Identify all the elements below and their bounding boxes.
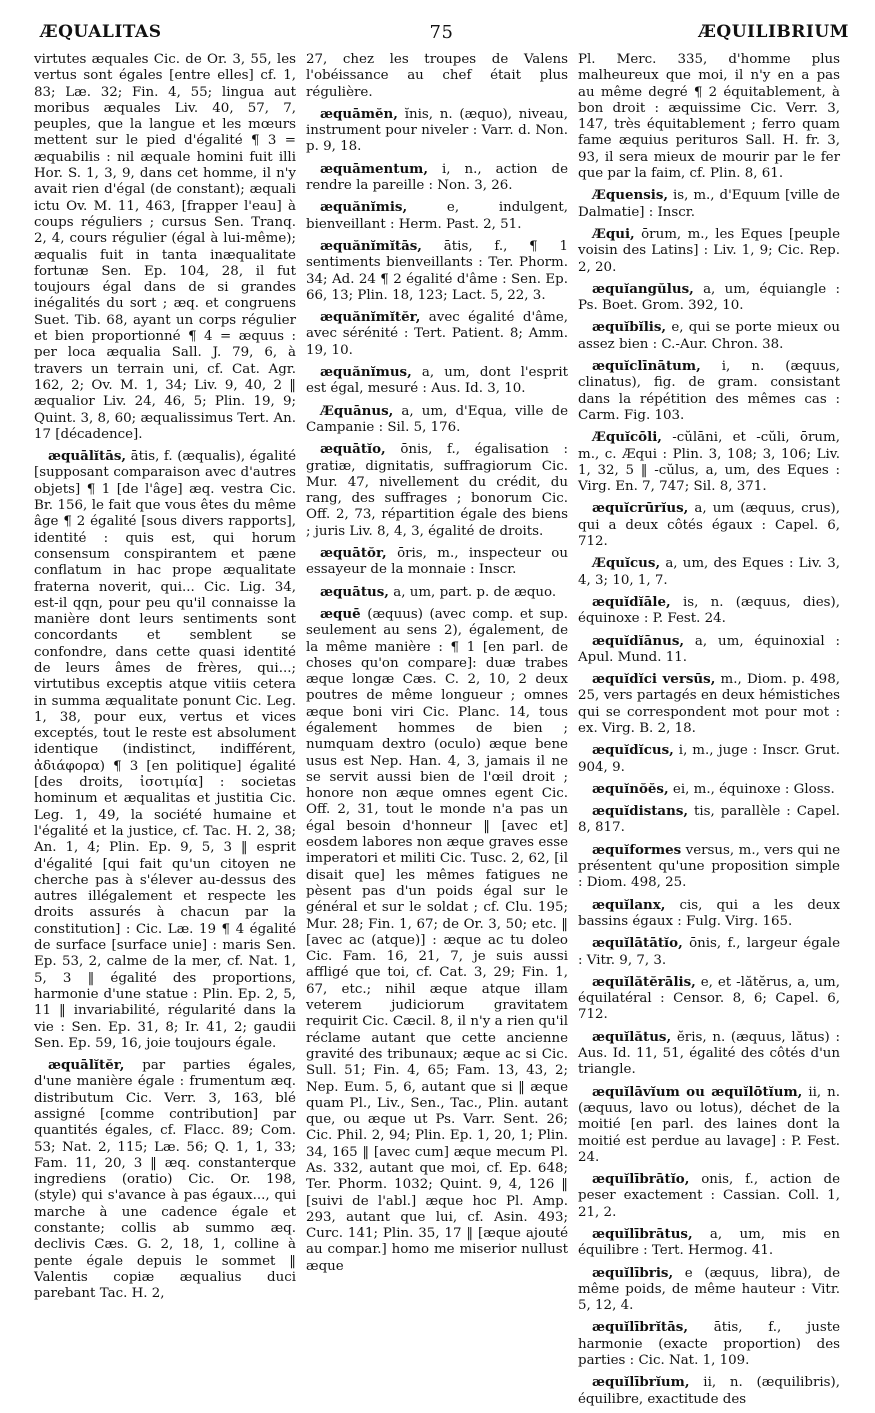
dictionary-entry — [306, 106, 568, 156]
entry-headword: Æquensis, — [592, 187, 669, 204]
entry-definition: i, n. (æquus, clinatus), fig. de gram. consistant dans la répétition des mêmes cas : Carm. Fig. 103. — [578, 359, 840, 423]
entry-headword: æquĭdĭānus, — [592, 632, 685, 649]
dictionary-entry — [306, 545, 568, 579]
column-3 — [578, 52, 840, 1413]
dictionary-entry — [578, 671, 840, 737]
entry-definition: a, um, dont l'esprit est égal, mesuré : Aus. Id. 3, 10. — [306, 365, 568, 397]
entry-definition: Pl. Merc. 335, d'homme plus malheureux que moi, il n'y en a pas au même degré ¶ 2 équitablement, à bon droit : æquissime Cic. Verr. 3, 147, très équitablement ; ferro quam fame æquius perituros Sall. H. fr. 3, 93, il sera mieux de mourir par le fer que par la faim, cf. Plin. 8, 61. — [578, 52, 840, 182]
entry-definition: ei, m., équinoxe : Gloss. — [672, 781, 835, 797]
dictionary-entry — [306, 584, 568, 601]
entry-headword: æquănĭmĭtĕr, — [320, 309, 421, 326]
dictionary-entry — [578, 842, 840, 892]
entry-definition: onis, f., action de peser exactement : Cassian. Coll. 1, 21, 2. — [578, 1172, 840, 1220]
entry-definition: virtutes æquales Cic. de Or. 3, 55, les vertus sont égales [entre elles] cf. 1, 83; Læ. 32; Fin. 4, 55; lingua aut moribus æquales Liv. 40, 57, 7, peuples, que la langue et les mœurs mettent sur le pied d'égalité ¶ 3 = æquabilis : nil æquale homini fuit illi Hor. S. 1, 3, 9, dans cet homme, il n'y avait rien d'égal (de constant); æquali ictu Ov. M. 11, 463, [frapper l'eau] à coups réguliers ; cursus Sen. Tranq. 2, 4, cours régulier (égal à lui-même); æqualis fuit in tanta inæqualitate fortunæ Sen. Ep. 104, 28, il fut toujours égal dans de si grandes inégalités du sort ; æq. et congruens Suet. Tib. 68, ayant un corps régulier et bien proportionné ¶ 4 = æquus : per loca æqualia Sall. J. 79, 6, à travers un terrain uni, cf. Cat. Agr. 162, 2; Ov. M. 1, 34; Liv. 9, 40, 2 ‖ æqualior Liv. 24, 46, 5; Plin. 19, 9; Quint. 3, 8, 60; æqualissimus Tert. An. 17 [décadence]. — [34, 52, 296, 442]
entry-definition: a, um, équinoxial : Apul. Mund. 11. — [578, 633, 840, 665]
entry-definition: ōnis, f., égalisation : gratiæ, dignitatis, suffragiorum Cic. Mur. 47, nivellement du crédit, du rang, des suffrages ; bonorum Cic. Off. 2, 73, répartition égale des biens ; juris Liv. 8, 4, 3, égalité de droits. — [306, 442, 568, 539]
dictionary-entry — [578, 429, 840, 495]
entry-headword: æquĭdĭcus, — [592, 742, 674, 759]
dictionary-entry — [306, 238, 568, 304]
entry-headword: æquănĭmus, — [320, 364, 412, 381]
entry-definition: a, um (æquus, crus), qui a deux côtés égaux : Capel. 6, 712. — [578, 501, 840, 550]
entry-definition: e, qui se porte mieux ou assez bien : C.-Aur. Chron. 38. — [578, 320, 840, 352]
header-left-guideword: ÆQUALITAS — [40, 22, 162, 42]
dictionary-entry — [34, 52, 296, 443]
entry-definition: a, um, part. p. de æquo. — [393, 584, 557, 600]
entry-headword: æquĭlībris, — [592, 1264, 674, 1281]
entry-headword: Æquānus, — [320, 402, 394, 419]
entry-headword: æquĭdistans, — [592, 803, 689, 820]
page-number: 75 — [429, 22, 454, 43]
entry-headword: Æquĭcus, — [592, 555, 661, 572]
column-1 — [34, 52, 296, 1413]
entry-headword: Æquĭcōli, — [592, 429, 662, 446]
entry-definition: ōrum, m., les Eques [peuple voisin des Latins] : Liv. 1, 9; Cic. Rep. 2, 20. — [578, 226, 840, 275]
dictionary-entry — [578, 897, 840, 931]
entry-definition: a, um, équiangle : Ps. Boet. Grom. 392, 10. — [578, 281, 840, 314]
entry-headword: æquĭlāvĭum ou æquĭlōtĭum, — [592, 1083, 803, 1100]
dictionary-entry — [578, 555, 840, 589]
entry-definition: e, et -lătĕrus, a, um, équilatéral : Censor. 8, 6; Capel. 6, 712. — [578, 974, 840, 1023]
dictionary-entry — [306, 441, 568, 540]
dictionary-entry — [578, 1265, 840, 1315]
dictionary-entry — [306, 606, 568, 1275]
dictionary-entry — [578, 1226, 840, 1260]
entry-definition: ātis, f., juste harmonie (exacte proportion) des parties : Cic. Nat. 1, 109. — [578, 1320, 840, 1369]
entry-headword: æquālĭtās, — [48, 448, 127, 465]
entry-definition: cis, qui a les deux bassins égaux : Fulg. Virg. 165. — [578, 897, 840, 929]
entry-headword: æquĭlībrĭum, — [592, 1374, 690, 1391]
entry-definition: i, m., juge : Inscr. Grut. 904, 9. — [578, 743, 840, 775]
entry-headword: æquāmentum, — [320, 160, 429, 177]
dictionary-entry — [578, 319, 840, 353]
entry-definition: ii, n. (æquus, lavo ou lotus), déchet de la moitié [en parl. des laines dont la moitié est perdue au lavage] : P. Fest. 24. — [578, 1084, 840, 1165]
entry-headword: æquātŏr, — [320, 545, 387, 562]
entry-definition: 27, chez les troupes de Valens l'obéissance au chef était plus régulière. — [306, 52, 568, 100]
entry-definition: m., Diom. p. 498, 25, vers partagés en deux hémistiches qui se correspondent mot pour mot : ex. Virg. B. 2, 18. — [578, 672, 840, 736]
entry-headword: æquātĭo, — [320, 441, 386, 458]
entry-headword: æquănĭmis, — [320, 199, 408, 216]
entry-headword: æquĭlătus, — [592, 1028, 672, 1045]
entry-definition: versus, m., vers qui ne présentent qu'une proposition simple : Diom. 498, 25. — [578, 842, 840, 891]
page-header — [34, 16, 849, 46]
entry-headword: æquē — [320, 605, 361, 622]
entry-headword: æquĭcrūrĭus, — [592, 500, 689, 517]
entry-headword: æquĭlībrātus, — [592, 1226, 693, 1242]
dictionary-entry — [578, 935, 840, 969]
entry-definition: a, um, mis en équilibre : Tert. Hermog. 41. — [578, 1227, 840, 1259]
dictionary-entry — [578, 187, 840, 221]
dictionary-entry — [306, 403, 568, 437]
entry-definition: par parties égales, d'une manière égale : frumentum æq. distributum Cic. Verr. 3, 163, blé assigné [comme contribution] par quantités égales, cf. Flacc. 89; Com. 53; Nat. 2, 115; Læ. 56; Q. 1, 1, 33; Fam. 11, 20, 3 ‖ æq. constanterque ingrediens (oratio) Cic. Or. 198, (style) qui s'avance à pas égaux..., qui marche à une cadence égale et constante; collis ab summo æq. declivis Cæs. G. 2, 18, 1, colline à pente égale depuis le sommet ‖ Valentis copiæ æqualius duci parebant Tac. H. 2, — [34, 1058, 297, 1302]
dictionary-entry — [578, 633, 840, 667]
dictionary-entry — [306, 52, 568, 101]
entry-headword: æquĭclīnātum, — [592, 358, 701, 375]
header-right-guideword: ÆQUILIBRIUM — [698, 22, 849, 42]
entry-definition: a, um, des Eques : Liv. 3, 4, 3; 10, 1, 7. — [578, 556, 841, 588]
entry-headword: æquĭdĭci versūs, — [592, 671, 716, 688]
dictionary-entry — [578, 226, 840, 276]
entry-definition: ātis, f. (æqualis), égalité [supposant comparaison avec d'autres objets] ¶ 1 [de l'âge] æq. vestra Cic. Br. 156, le fait que vous êtes du même âge ¶ 2 égalité [sous divers rapports], identité : quis est, qui horum consensum conspirantem et pæne conflatum in hac prope æqualitate fraterna noverit, qui... Cic. Lig. 34, est-il qqn, pour peu qu'il connaisse la manière dont leurs sentiments sont concordants et semblent se confondre, dans cette quasi identité de leurs âmes de frères, qui...; virtutibus exceptis atque vitiis cetera in summa æqualitate ponunt Cic. Leg. 1, 38, pour eux, vertus et vices exceptés, tout le reste est absolument identique (indistinct, indifférent, ἀδιάφορα) ¶ 3 [en politique] égalité [des droits, ἰσοτιμία] : societas hominum et æqualitas et justitia Cic. Leg. 1, 49, la société humaine et l'égalité et la justice, cf. Tac. H. 2, 38; An. 1, 4; Plin. Ep. 9, 5, 3 ‖ esprit d'égalité [qui fait qu'un citoyen ne cherche pas à s'élever au-dessus des autres illégalement et respecte les droits assurés à chacun par la constitution] : Cic. Læ. 19 ¶ 4 égalité de surface [surface unie] : maris Sen. Ep. 53, 2, calme de la mer, cf. Nat. 1, 5, 3 ‖ égalité des proportions, harmonie d'une statue : Plin. Ep. 2, 5, 11 ‖ invariabilité, régularité dans la vie : Sen. Ep. 31, 8; Ir. 41, 2; gaudii Sen. Ep. 59, 16, joie toujours égale. — [34, 449, 296, 1051]
dictionary-entry — [306, 309, 568, 359]
entry-definition: i, n., action de rendre la pareille : Non. 3, 26. — [306, 161, 568, 194]
entry-definition: is, n. (æquus, dies), équinoxe : P. Fest. 24. — [578, 594, 840, 627]
dictionary-entry — [306, 364, 568, 398]
dictionary-entry — [306, 199, 568, 233]
entry-headword: æquĭlībrātĭo, — [592, 1171, 690, 1188]
dictionary-entry — [578, 281, 840, 315]
dictionary-entry — [578, 1029, 840, 1079]
dictionary-entry — [306, 161, 568, 195]
entry-headword: æquănĭmĭtās, — [320, 237, 422, 254]
entry-headword: æquāmĕn, — [320, 105, 398, 122]
entry-definition: is, m., d'Equum [ville de Dalmatie] : Inscr. — [578, 188, 840, 220]
entry-definition: ōnis, f., largeur égale : Vitr. 9, 7, 3. — [578, 936, 840, 968]
entry-definition: (æquus) (avec comp. et sup. seulement au sens 2), également, de la même manière : ¶ 1 [en parl. de choses qu'on compare]: duæ trabes æque longæ Cæs. C. 2, 10, 2 deux poutres de même longueur ; omnes æque boni viri Cic. Planc. 14, tous également hommes de bien ; numquam dextro (oculo) æque bene usus est Nep. Han. 4, 3, jamais il ne se servit aussi bien de l'œil droit ; honore non æque omnes egent Cic. Off. 2, 31, tout le monde n'a pas un égal besoin d'honneur ‖ [avec et] eosdem labores non æque graves esse imperatori et militi Cic. Tusc. 2, 62, [il disait que] les mêmes fatigues ne pèsent pas d'un poids égal sur le général et sur le soldat ; cf. Clu. 195; Mur. 28; Fin. 1, 67; de Or. 3, 50; etc. ‖ [avec ac (atque)] : æque ac tu doleo Cic. Fam. 16, 21, 7, je suis aussi affligé que toi, cf. Cat. 3, 29; Fin. 1, 67, etc.; nihil æque atque illam veterem judiciorum gravitatem requirit Cic. Cæcil. 8, il n'y a rien qu'il réclame autant que cette ancienne gravité des tribunaux; æque ac si Cic. Sull. 51; Fin. 4, 65; Fam. 13, 43, 2; Nep. Eum. 5, 6, autant que si ‖ æque quam Pl., Liv., Sen., Tac., Plin. autant que, ou æque ut Ps. Varr. Sent. 26; Cic. Phil. 2, 94; Plin. Ep. 1, 20, 1; Plin. 34, 165 ‖ [avec cum] æque mecum Pl. As. 332, autant que moi, cf. Ep. 648; Ter. Phorm. 1032; Quint. 9, 4, 126 ‖ [suivi de l'abl.] æque hoc Pl. Amp. 293, autant que lui, cf. Asin. 493; Curc. 141; Plin. 35, 17 ‖ [æque ajouté au compar.] homo me miserior nullust æque — [306, 606, 569, 1274]
entry-definition: a, um, d'Equa, ville de Campanie : Sil. 5, 176. — [306, 403, 568, 435]
entry-definition: tis, parallèle : Capel. 8, 817. — [578, 804, 840, 836]
dictionary-entry — [578, 358, 840, 424]
column-2 — [306, 52, 568, 1413]
entry-definition: ĭnis, n. (æquo), niveau, instrument pour niveler : Varr. d. Non. p. 9, 18. — [306, 106, 568, 155]
entry-definition: e, indulgent, bienveillant : Herm. Past. 2, 51. — [306, 200, 568, 232]
entry-headword: æquĭnŏĕs, — [592, 780, 669, 797]
entry-headword: æquālĭtĕr, — [48, 1057, 125, 1074]
dictionary-entry — [578, 803, 840, 837]
entry-headword: æquātus, — [320, 583, 389, 600]
dictionary-entry — [578, 974, 840, 1024]
entry-definition: avec égalité d'âme, avec sérénité : Tert. Patient. 8; Amm. 19, 10. — [306, 310, 568, 358]
entry-headword: æquĭlanx, — [592, 896, 666, 913]
entry-headword: æquĭlātātĭo, — [592, 935, 683, 952]
entry-definition: ii, n. (æquilibris), équilibre, exactitude des — [578, 1375, 840, 1407]
entry-headword: Æqui, — [592, 225, 635, 242]
entry-headword: æquĭangŭlus, — [592, 280, 694, 297]
dictionary-entry — [578, 1374, 840, 1408]
dictionary-entry — [578, 742, 840, 776]
entry-definition: ātis, f., ¶ 1 sentiments bienveillants : Ter. Phorm. 34; Ad. 24 ¶ 2 égalité d'âme : Sen. Ep. 66, 13; Plin. 18, 123; Lact. 5, 22, 3. — [306, 238, 569, 303]
dictionary-entry — [34, 1057, 296, 1302]
dictionary-entry — [578, 1319, 840, 1369]
entry-definition: -cŭlāni, et -cŭli, ōrum, m., c. Æqui : Plin. 3, 108; 3, 106; Liv. 1, 32, 5 ‖ -cŭlus, a, um, des Eques : Virg. En. 7, 747; Sil. 8, 371. — [578, 430, 840, 495]
entry-headword: æquĭformes — [592, 841, 682, 858]
entry-definition: ĕris, n. (æquus, lătus) : Aus. Id. 11, 51, égalité des côtés d'un triangle. — [578, 1029, 841, 1078]
dictionary-entry — [34, 448, 296, 1052]
entry-headword: æquĭbĭlis, — [592, 319, 667, 336]
dictionary-entry — [578, 52, 840, 182]
dictionary-entry — [578, 500, 840, 550]
dictionary-entry — [578, 1084, 840, 1166]
entry-headword: æquĭlībrĭtās, — [592, 1319, 688, 1336]
entry-definition: ōris, m., inspecteur ou essayeur de la monnaie : Inscr. — [306, 546, 568, 578]
dictionary-entry — [578, 781, 840, 798]
entry-headword: æquĭdĭāle, — [592, 593, 671, 610]
entry-definition: e (æquus, libra), de même poids, de même hauteur : Vitr. 5, 12, 4. — [578, 1265, 840, 1314]
dictionary-entry — [578, 594, 840, 628]
entry-headword: æquĭlătĕrālis, — [592, 973, 696, 990]
text-columns — [34, 52, 849, 1413]
dictionary-entry — [578, 1171, 840, 1221]
